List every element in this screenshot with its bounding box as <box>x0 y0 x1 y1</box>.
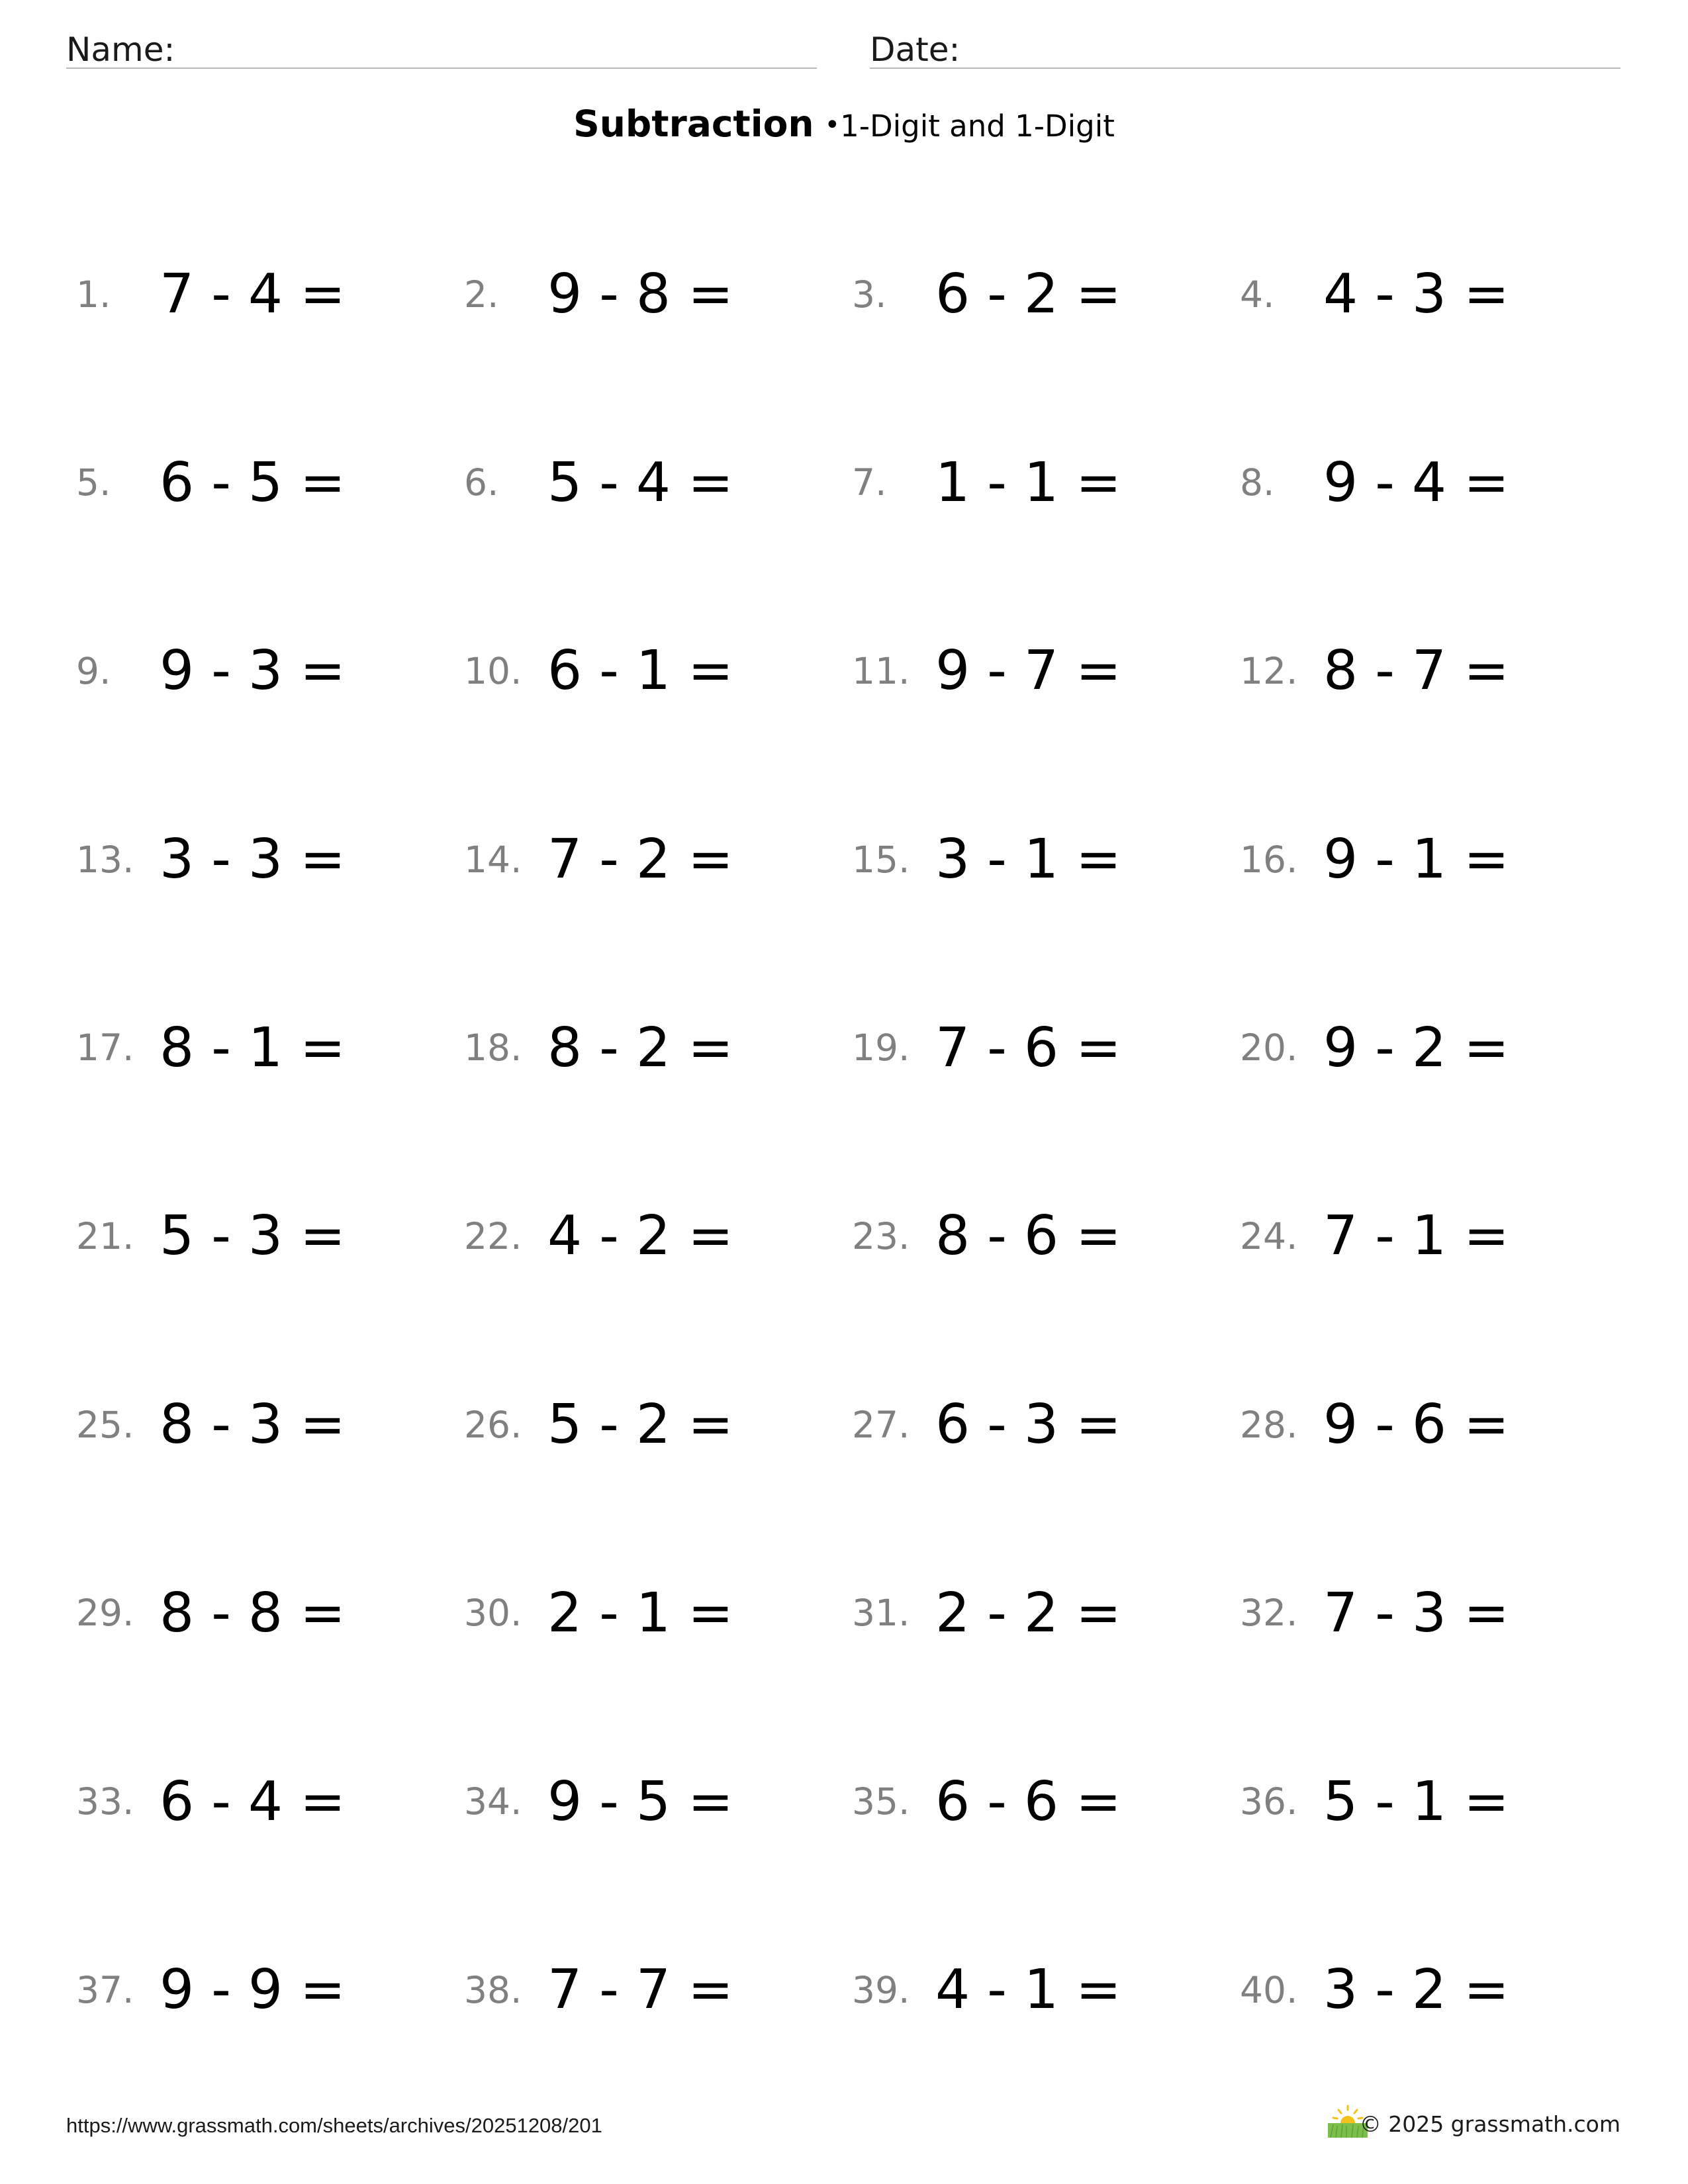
problem-item <box>76 1957 464 2023</box>
problem-item <box>1240 827 1625 893</box>
problem-expression: 4 - 2 = <box>547 1205 733 1268</box>
problem-expression: 9 - 7 = <box>935 639 1121 703</box>
problem-expression: 9 - 1 = <box>1323 828 1509 891</box>
problem-item <box>464 450 852 516</box>
problem-item <box>1240 261 1625 328</box>
problem-grid <box>76 261 1625 2146</box>
problem-item <box>464 261 852 328</box>
problem-number: 16. <box>1240 838 1298 881</box>
problem-number: 22. <box>464 1214 522 1257</box>
title-main: Subtraction <box>573 103 814 145</box>
footer-url[interactable]: https://www.grassmath.com/sheets/archives/20251208/201 <box>66 2114 602 2137</box>
problem-expression: 9 - 6 = <box>1323 1393 1509 1457</box>
problem-expression: 6 - 1 = <box>547 639 733 703</box>
problem-number: 31. <box>852 1592 910 1635</box>
problem-expression: 6 - 3 = <box>935 1393 1121 1457</box>
problem-number: 29. <box>76 1592 134 1635</box>
problem-item <box>1240 1580 1625 1647</box>
problem-number: 4. <box>1240 273 1275 316</box>
problem-expression: 7 - 2 = <box>547 828 733 891</box>
problem-item <box>1240 1203 1625 1269</box>
problem-number: 23. <box>852 1214 910 1257</box>
problem-expression: 4 - 1 = <box>935 1958 1121 2022</box>
problem-item <box>464 1392 852 1458</box>
problem-item <box>852 450 1240 516</box>
problem-expression: 3 - 2 = <box>1323 1958 1509 2022</box>
problem-expression: 7 - 6 = <box>935 1016 1121 1079</box>
problem-number: 8. <box>1240 461 1275 504</box>
problem-expression: 3 - 3 = <box>160 828 346 891</box>
problem-number: 33. <box>76 1780 134 1823</box>
problem-number: 14. <box>464 838 522 881</box>
problem-number: 17. <box>76 1026 134 1069</box>
date-field[interactable] <box>870 20 1620 69</box>
problem-expression: 5 - 3 = <box>160 1205 346 1268</box>
problem-expression: 8 - 1 = <box>160 1016 346 1079</box>
problem-number: 5. <box>76 461 111 504</box>
problem-number: 7. <box>852 461 887 504</box>
problem-number: 37. <box>76 1968 134 2011</box>
problem-item <box>76 827 464 893</box>
problem-number: 28. <box>1240 1403 1298 1446</box>
problem-item <box>464 1769 852 1835</box>
problem-expression: 9 - 5 = <box>547 1770 733 1833</box>
problem-number: 30. <box>464 1592 522 1635</box>
problem-number: 12. <box>1240 649 1298 692</box>
worksheet-title <box>0 103 1688 145</box>
problem-number: 15. <box>852 838 910 881</box>
problem-expression: 9 - 3 = <box>160 639 346 703</box>
problem-number: 3. <box>852 273 887 316</box>
problem-number: 38. <box>464 1968 522 2011</box>
problem-expression: 6 - 2 = <box>935 263 1121 326</box>
problem-expression: 9 - 4 = <box>1323 451 1509 514</box>
problem-expression: 4 - 3 = <box>1323 263 1509 326</box>
problem-item <box>76 1769 464 1835</box>
problem-number: 27. <box>852 1403 910 1446</box>
problem-item <box>1240 1769 1625 1835</box>
problem-item <box>76 1392 464 1458</box>
problem-item <box>464 827 852 893</box>
problem-item <box>464 1957 852 2023</box>
problem-number: 1. <box>76 273 111 316</box>
problem-expression: 6 - 6 = <box>935 1770 1121 1833</box>
problem-expression: 2 - 2 = <box>935 1581 1121 1645</box>
problem-number: 21. <box>76 1214 134 1257</box>
problem-item <box>464 1203 852 1269</box>
problem-expression: 6 - 5 = <box>160 451 346 514</box>
date-label: Date: <box>870 30 961 69</box>
problem-expression: 7 - 7 = <box>547 1958 733 2022</box>
problem-expression: 7 - 4 = <box>160 263 346 326</box>
problem-item <box>464 1580 852 1647</box>
problem-number: 11. <box>852 649 910 692</box>
problem-expression: 9 - 9 = <box>160 1958 346 2022</box>
problem-item <box>1240 1392 1625 1458</box>
problem-number: 24. <box>1240 1214 1298 1257</box>
problem-item <box>1240 1957 1625 2023</box>
problem-item <box>76 1580 464 1647</box>
problem-expression: 3 - 1 = <box>935 828 1121 891</box>
problem-item <box>852 1203 1240 1269</box>
problem-number: 20. <box>1240 1026 1298 1069</box>
problem-number: 10. <box>464 649 522 692</box>
problem-number: 13. <box>76 838 134 881</box>
problem-item <box>852 261 1240 328</box>
problem-expression: 1 - 1 = <box>935 451 1121 514</box>
problem-number: 26. <box>464 1403 522 1446</box>
problem-expression: 5 - 1 = <box>1323 1770 1509 1833</box>
problem-item <box>852 827 1240 893</box>
problem-item <box>1240 450 1625 516</box>
problem-expression: 8 - 7 = <box>1323 639 1509 703</box>
footer-copyright: © 2025 grassmath.com <box>1359 2111 1620 2137</box>
problem-number: 36. <box>1240 1780 1298 1823</box>
problem-item <box>1240 1015 1625 1081</box>
problem-number: 34. <box>464 1780 522 1823</box>
problem-number: 40. <box>1240 1968 1298 2011</box>
problem-expression: 7 - 3 = <box>1323 1581 1509 1645</box>
problem-expression: 7 - 1 = <box>1323 1205 1509 1268</box>
problem-expression: 5 - 2 = <box>547 1393 733 1457</box>
problem-item <box>852 1015 1240 1081</box>
problem-number: 6. <box>464 461 499 504</box>
problem-expression: 9 - 8 = <box>547 263 733 326</box>
problem-number: 9. <box>76 649 111 692</box>
problem-item <box>852 1580 1240 1647</box>
problem-number: 2. <box>464 273 499 316</box>
problem-expression: 8 - 3 = <box>160 1393 346 1457</box>
problem-number: 32. <box>1240 1592 1298 1635</box>
problem-item <box>76 450 464 516</box>
problem-item <box>76 261 464 328</box>
problem-item <box>464 638 852 704</box>
problem-expression: 8 - 8 = <box>160 1581 346 1645</box>
name-label: Name: <box>66 30 175 69</box>
problem-item <box>852 1957 1240 2023</box>
problem-item <box>852 638 1240 704</box>
problem-number: 25. <box>76 1403 134 1446</box>
name-field[interactable] <box>66 20 817 69</box>
title-bullet: • <box>824 110 841 140</box>
problem-number: 18. <box>464 1026 522 1069</box>
problem-item <box>76 638 464 704</box>
problem-number: 19. <box>852 1026 910 1069</box>
problem-item <box>76 1203 464 1269</box>
problem-expression: 8 - 2 = <box>547 1016 733 1079</box>
problem-expression: 9 - 2 = <box>1323 1016 1509 1079</box>
problem-item <box>852 1392 1240 1458</box>
problem-expression: 5 - 4 = <box>547 451 733 514</box>
problem-item <box>464 1015 852 1081</box>
problem-number: 35. <box>852 1780 910 1823</box>
problem-expression: 8 - 6 = <box>935 1205 1121 1268</box>
problem-expression: 6 - 4 = <box>160 1770 346 1833</box>
problem-item <box>852 1769 1240 1835</box>
problem-item <box>76 1015 464 1081</box>
problem-number: 39. <box>852 1968 910 2011</box>
problem-expression: 2 - 1 = <box>547 1581 733 1645</box>
problem-item <box>1240 638 1625 704</box>
title-subtitle: 1-Digit and 1-Digit <box>840 109 1115 144</box>
